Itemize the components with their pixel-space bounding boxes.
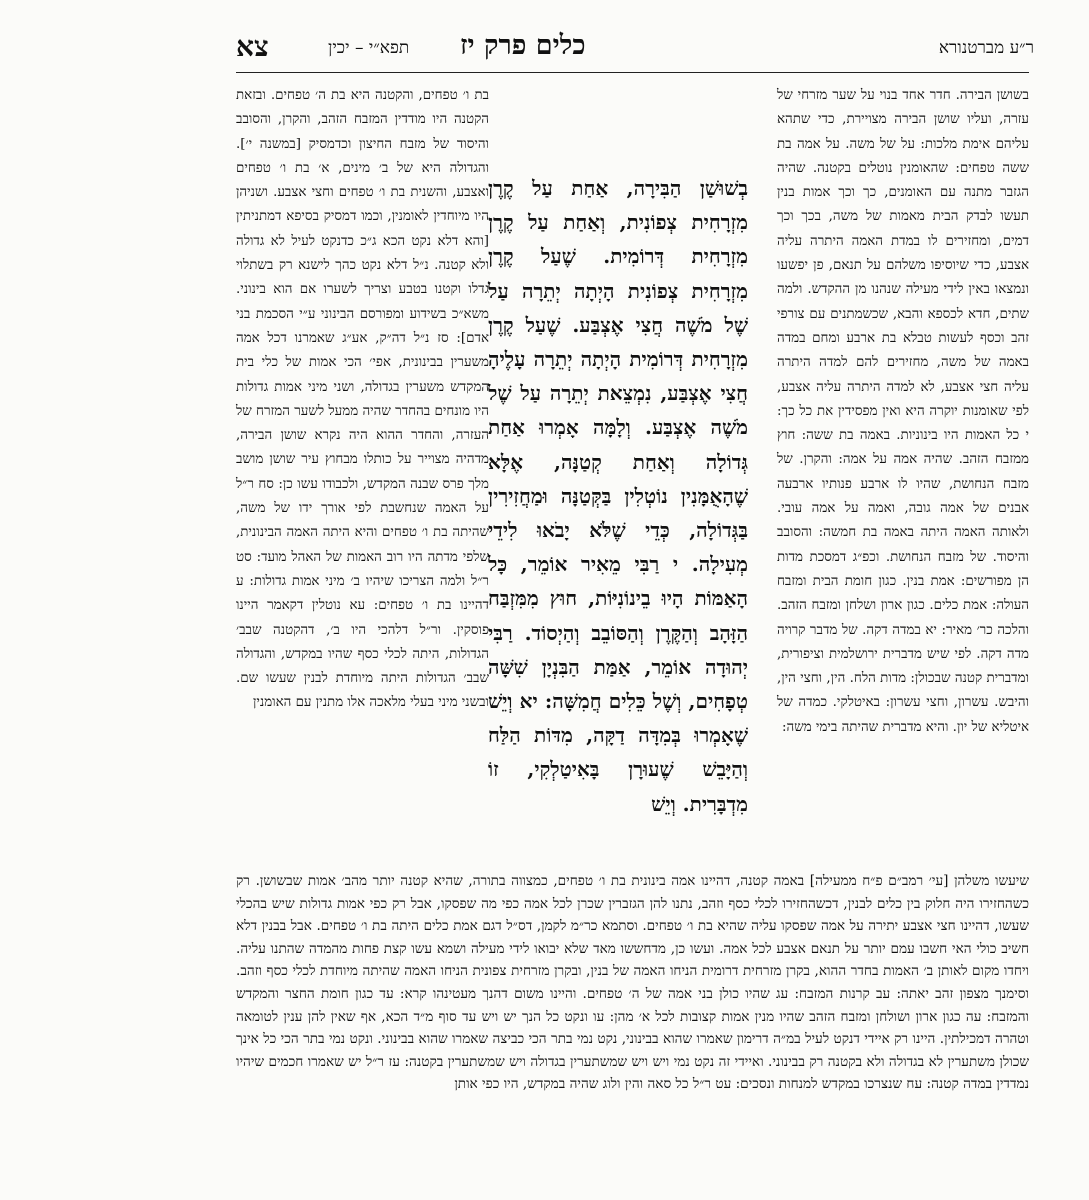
- chapter-title: כלים פרק יז: [460, 30, 586, 61]
- commentary-header: תפא״י – יכין: [328, 38, 410, 58]
- tiferet-commentary: [236, 84, 489, 864]
- mishnah-text: בְשׁוּשַׁן הַבִּירָה, אַחַת עַל קֶרֶן מִזְרָחִית צְפוֹנִית, וְאַחַת עַל קֶרֶן מִזְרָחִית דְּרוֹמִית. שֶׁעַל קֶרֶן מִזְרָחִית צְפוֹנִית הָיְתָה יְתֵרָה עַל שֶׁל מֹשֶׁה חֲצִי אֶצְבַּע. שֶׁעַל קֶרֶן מִזְרָחִית דְּרוֹמִית הָיְתָה יְתֵרָה עָלֶיהָ חֲצִי אֶצְבַּע, נִמְצֵאת יְתֵרָה עַל שֶׁל מֹשֶׁה אֶצְבַּע. וְלָמָּה אָמְרוּ אַחַת גְּדוֹלָה וְאַחַת קְטַנָּה, אֶלָּא שֶׁהָאֻמָּנִין נוֹטְלִין בַּקְּטַנָּה וּמַחֲזִירִין בַּגְּדוֹלָה, כְּדֵי שֶׁלֹּא יָבֹאוּ לִידֵי מְעִילָה. י רַבִּי מֵאִיר אוֹמֵר, כָּל הָאַמּוֹת הָיוּ בֵינוֹנִיּוֹת, חוּץ מִמִּזְבַּח הַזָּהָב וְהַקֶּרֶן וְהַסּוֹבֵב וְהַיְסוֹד. רַבִּי יְהוּדָה אוֹמֵר, אַמַּת הַבִּנְיָן שִׁשָּׁה טְפָחִים, וְשֶׁל כֵּלִים חֲמִשָּׁה: יא וְיֵשׁ שֶׁאָמְרוּ בְּמִדָּה דַקָּה, מִדּוֹת הַלַּח וְהַיָּבֵשׁ שֶׁעוּרָן בָּאִיטַלְקִי, זוֹ מִדְבָּרִית. וְיֵשׁ: [488, 176, 748, 816]
- bottom-commentary: [236, 870, 1029, 1190]
- bartenura-text: בשושן הבירה. חדר אחד בנוי על שער מזרחי של עזרה, ועליו שושן הבירה מצויירת, כדי שתהא עליהם אימת מלכות: על של משה. על אמה בת ששה טפחים: שהאומנין נוטלים בקטנה. שהיה הגזבר מתנה עם האומנים, כך וכך אמות בנין תעשו לבדק הבית מאמות של משה, בכך וכך דמים, ומחזירים לו במדת האמה היתרה עליה אצבע, כדי שיוסיפו משלהם על תנאם, פן יפשעו ונמצאו באין לידי מעילה שנהנו מן ההקדש. ולמה שתים, חדא לכספא והבא, שכשמתנים עם צורפי זהב וכסף לעשות טבלא בת ארבע ומחם במדה באמה של משה, מחזירים להם למדה היתרה עליה חצי אצבע, לא למדה היתרה עליה אצבע, לפי שאומנות יוקרה היא ואין מפסידין את כל כך: י כל האמות היו בינוניות. באמה בת ששה: חוץ ממזבח הזהב. שהיה אמה על אמה: והקרן. של מזבח הנחושת, שהיו לו ארבע פנותיו ארבעה אבנים של אמה גובה, ואמה על אמה עובי. ולאותה האמה היתה באמה בת חמשה: והסובב והיסוד. של מזבח הנחושת. וכפ״ג דמסכת מדות הן מפורשים: אמת בנין. כגון חומת הבית ומזבח העולה: אמת כלים. כגון ארון ושלחן ומזבח הזהב. והלכה כר׳ מאיר: יא במדה דקה. של מדבר קרויה מדה דקה. לפי שיש מדברית ירושלמית וציפורית, ומדברית קטנה שבכולן: מדות הלח. הין, וחצי הין, והיבש. עשרון, וחצי עשרון: באיטלקי. כמדה של איטליא של יון. והיא מדברית שהיתה בימי משה:: [777, 88, 1029, 735]
- tiferet-text: בת ו׳ טפחים, והקטנה היא בת ה׳ טפחים. ובזאת הקטנה היו מודדין המזבח הזהב, והקרן, והסובב והיסוד של מזבח החיצון וכדמסיק [במשנה י׳]. והגדולה היא של ב׳ מינים, א׳ בת ו׳ טפחים ואצבע, והשנית בת ו׳ טפחים וחצי אצבע. ושניהן היו מיוחדין לאומנין, וכמו דמסיק בסיפא דמתניתין [והא דלא נקט הכא ג״כ כדנקט לעיל לא גדולה ולא קטנה. נ״ל דלא נקט כהך לישנא רק בשתלוי גדלו וקטנו בטבע וצריך לשערו אם הוא בינוני. משא״כ בשידוע ומפורסם הבינוני ע״י הסכמת בני אדם]: סז נ״ל דה״ק, אע״ג שאמרנו דכל אמה משערין בבינונית, אפי׳ הכי אמות של כלי בית המקדש משערין בגדולה, ושני מיני אמות גדולות היו מונחים בהחדר שהיה ממעל לשער המזרח של העזרה, והחדר ההוא היה נקרא שושן הבירה, מדהיה מצוייר על כותלו מבחוץ עיר שושן מושב מלך פרס שבנה המקדש, ולכבודו עשו כן: סח ר״ל על האמה שנחשבת לפי אורך ידו של משה, שהיתה בת ו׳ טפחים והיא היתה האמה הבינונית, שלפי מדתה היו רוב האמות של האהל מועד: סט ר״ל ולמה הצריכו שיהיו ב׳ מיני אמות גדולות: ע דהיינו בת ו׳ טפחים: עא נוטלין דקאמר היינו פוסקין. ור״ל דלהכי היו ב׳, דהקטנה שבב׳ הגדולות, היתה לכלי כסף שהיו במקדש, והגדולה שבב׳ הגדולות היתה מיוחדת לבנין שעשו שם. ובשני מיני בעלי מלאכה אלו מתנין עם האומנין: [236, 88, 489, 711]
- mishnah-main-text: [488, 171, 748, 816]
- page-number: צא: [236, 30, 269, 63]
- bottom-commentary-text: שיעשו משלהן [עי׳ רמב״ם פ״ח ממעילה] באמה קטנה, דהיינו אמה בינונית בת ו׳ טפחים, כמצווה בתורה, שהיא קטנה יותר מהב׳ אמות שבשושן. רק כשהחזירו היה חלוק בין כלים לבנין, דכשהחזירו לכלי כסף וזהב, נתנו להן הגזברין שכרן לכל אמה כפי מה שפסקו, אבל רק כפי אמות גדולות שיש בהכלי שעשו, דהיינו חצי אצבע יתירה על אמה שפסקו עליה שהיא בת ו׳ טפחים. וסתמא כר״מ לקמן, דס״ל דגם אמת כלים היתה בת ו׳ טפחים. אבל בבנין דלא חשיב כולי האי חשבו עמם יותר על תנאם אצבע לכל אמה. ועשו כן, מדחששו מאד שלא יבואו לידי מעילה ושמא עשו קצת פחות מהמדה שהתנו עליה. ויחדו מקום לאותן ב׳ האמות בחדר ההוא, בקרן מזרחית דרומית הניחו האמה של בנין, ובקרן מזרחית צפונית הניחו האמה שהיתה מיוחדת לכלי כסף וזהב. וסימנך מצפון זהב יאתה: עב קרנות המזבח: עג שהיו כולן בני אמה של ה׳ טפחים. והיינו משום דהנך מעטינהו קרא: עד כגון חומת החצר והמקדש והמזבח: עה כגון ארון ושולחן ומזבח הזהב שהיו מנין אמות קצובות לכל א׳ מהן: עו ונקט כל הנך יש ויש עד סוף מ״ד הכא, אף שאין להן ענין לטומאה וטהרה דמכילתין. היינו רק איידי דנקט לעיל במ״ה דרימון שאמרו שהוא בבינוני, נקט נמי בתר הכי כביצה שאמרו שהוא בבינוני. ונקט נמי בתר הכי כל אינך שכולן משתערין לא בגדולה ולא בקטנה רק בבינוני. ואיידי זה נקט נמי ויש ויש שמשתערין בגדולה ויש שמשתערין בקטנה: עז ר״ל יש שאמרו חכמים שיהיו נמדדין במדה קטנה: עח שנצרכו במקדש למנחות ונסכים: עט ר״ל כל סאה והין ולוג שהיה במקדש, היו כפי אותן: [236, 873, 1029, 1093]
- bartenura-commentary: [777, 84, 1029, 864]
- commentator-header: ר״ע מברטנורא: [938, 38, 1034, 58]
- header-rule: [236, 72, 1029, 73]
